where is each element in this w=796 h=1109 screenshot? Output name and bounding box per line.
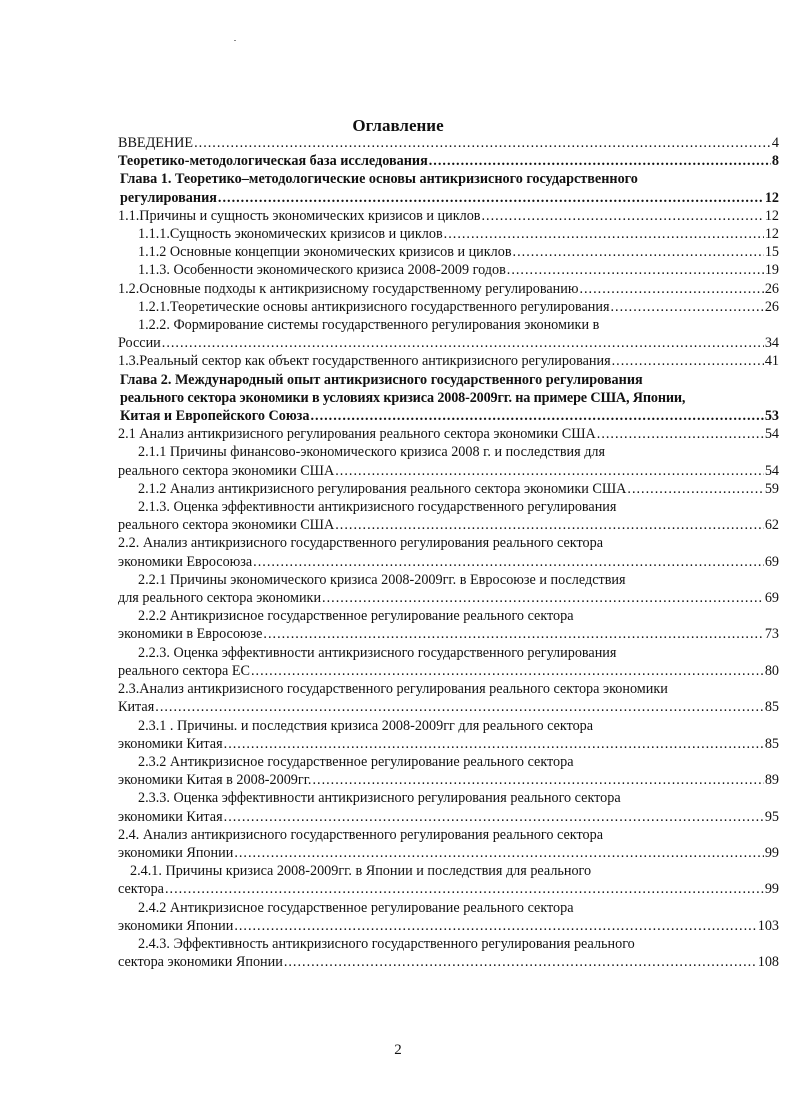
toc-entry-text: экономики Евросоюза xyxy=(118,553,253,570)
toc-entry-methodology[interactable] xyxy=(118,152,779,170)
toc-leader-dots xyxy=(218,189,764,207)
toc-page-number: 69 xyxy=(764,553,779,570)
toc-entry-text: реального сектора ЕС xyxy=(118,662,250,679)
toc-page-number: 80 xyxy=(764,662,779,679)
toc-leader-dots xyxy=(579,280,763,298)
toc-entry-1-2-2-line1[interactable]: 1.2.2. Формирование системы государственного регулирования экономики в xyxy=(138,317,600,334)
toc-page-number: 12 xyxy=(764,189,779,206)
toc-entry-text: 1.1.1.Сущность экономических кризисов и циклов xyxy=(138,226,443,243)
toc-entry-text: ВВЕДЕНИЕ xyxy=(118,135,194,151)
toc-entry-1-1-3[interactable] xyxy=(118,261,779,279)
toc-leader-dots xyxy=(610,298,763,316)
toc-entry-text: 2.1.2 Анализ антикризисного регулирования реального сектора экономики США xyxy=(138,480,627,497)
toc-leader-dots xyxy=(482,207,764,225)
toc-page-number: 59 xyxy=(764,480,779,497)
toc-entry-2-3-3[interactable] xyxy=(118,808,779,826)
toc-entry-text: реального сектора экономики США xyxy=(118,462,335,479)
toc-page-number: 85 xyxy=(764,735,779,752)
toc-entry-2-3-2[interactable] xyxy=(118,771,779,789)
table-of-contents xyxy=(118,134,779,971)
toc-entry-chapter2-line2[interactable]: реального сектора экономики в условиях кризиса 2008-2009гг. на примере США, Японии, xyxy=(120,389,686,406)
toc-page-number: 108 xyxy=(757,954,779,971)
toc-page-number: 34 xyxy=(764,335,779,352)
toc-page-number: 54 xyxy=(764,462,779,479)
toc-page-number: 95 xyxy=(764,808,779,825)
toc-entry-2-2-2[interactable] xyxy=(118,625,779,643)
toc-entry-2-2-1-line1[interactable]: 2.2.1 Причины экономического кризиса 2008-2009гг. в Евросоюзе и последствия xyxy=(138,571,626,588)
toc-entry-chapter1[interactable] xyxy=(118,189,779,207)
toc-entry-2-4-3-line1[interactable]: 2.4.3. Эффективность антикризисного государственного регулирования реального xyxy=(138,935,635,952)
toc-entry-text: 1.2.1.Теоретические основы антикризисного государственного регулирования xyxy=(138,298,610,315)
toc-entry-2-3-1-line1[interactable]: 2.3.1 . Причины. и последствия кризиса 2008-2009гг для реального сектора xyxy=(138,717,594,734)
toc-page-number: 85 xyxy=(764,699,779,716)
toc-leader-dots xyxy=(312,771,763,789)
toc-entry-2-1[interactable] xyxy=(118,425,779,443)
toc-leader-dots xyxy=(310,407,763,425)
toc-entry-1-3[interactable] xyxy=(118,352,779,370)
toc-entry-1-1-2[interactable] xyxy=(118,243,779,261)
toc-leader-dots xyxy=(234,844,764,862)
toc-page-number: 41 xyxy=(764,353,779,370)
toc-entry-text: 1.1.2 Основные концепции экономических кризисов и циклов xyxy=(138,244,512,261)
toc-entry-text: экономики в Евросоюзе xyxy=(118,626,263,643)
toc-entry-text: экономики Китая в 2008-2009гг. xyxy=(118,772,312,789)
toc-page-number: 73 xyxy=(764,626,779,643)
toc-entry-2-4-line1[interactable]: 2.4. Анализ антикризисного государственного регулирования реального сектора xyxy=(118,826,603,843)
toc-entry-2-1-3-line1[interactable]: 2.1.3. Оценка эффективности антикризисного государственного регулирования xyxy=(138,499,617,516)
toc-entry-2-3-1[interactable] xyxy=(118,735,779,753)
toc-leader-dots xyxy=(597,425,764,443)
toc-entry-2-4-3[interactable] xyxy=(118,953,779,971)
toc-entry-1-2[interactable] xyxy=(118,280,779,298)
toc-leader-dots xyxy=(429,152,771,170)
toc-entry-text: 2.1 Анализ антикризисного регулирования реального сектора экономики США xyxy=(118,426,596,443)
toc-leader-dots xyxy=(444,225,764,243)
toc-leader-dots xyxy=(155,698,764,716)
toc-leader-dots xyxy=(251,662,764,680)
toc-page-number: 69 xyxy=(764,590,779,607)
toc-entry-text: Китая и Европейского Союза xyxy=(120,408,310,425)
toc-page-number: 99 xyxy=(764,881,779,898)
toc-page-number: 99 xyxy=(764,844,779,861)
toc-entry-chapter1-line1[interactable]: Глава 1. Теоретико–методологические основы антикризисного государственного xyxy=(120,171,638,188)
toc-entry-text: 1.2.Основные подходы к антикризисному государственному регулированию xyxy=(118,280,579,297)
scan-speck xyxy=(234,40,236,41)
toc-leader-dots xyxy=(507,261,764,279)
toc-leader-dots xyxy=(165,880,764,898)
toc-leader-dots xyxy=(627,480,763,498)
toc-page-number: 4 xyxy=(771,135,779,151)
toc-entry-2-4-1[interactable] xyxy=(118,880,779,898)
toc-entry-2-3-3-line1[interactable]: 2.3.3. Оценка эффективности антикризисного регулирования реального сектора xyxy=(138,790,621,807)
toc-entry-2-2[interactable] xyxy=(118,553,779,571)
toc-entry-text: реального сектора экономики США xyxy=(118,517,335,534)
toc-entry-text: сектора xyxy=(118,881,164,898)
toc-leader-dots xyxy=(263,625,763,643)
toc-entry-text: Китая xyxy=(118,699,155,716)
toc-page-number: 53 xyxy=(764,408,779,425)
toc-entry-text: 1.1.Причины и сущность экономических кризисов и циклов xyxy=(118,207,481,224)
toc-entry-text: 1.3.Реальный сектор как объект государственного антикризисного регулирования xyxy=(118,353,611,370)
toc-entry-text: экономики Китая xyxy=(118,808,223,825)
toc-leader-dots xyxy=(162,334,764,352)
toc-entry-2-3-2-line1[interactable]: 2.3.2 Антикризисное государственное регулирование реального сектора xyxy=(138,753,574,770)
toc-entry-2-4-2[interactable] xyxy=(118,917,779,935)
page-title: Оглавление xyxy=(352,116,444,135)
page-number: 2 xyxy=(394,1042,402,1058)
toc-entry-text: экономики Японии xyxy=(118,917,234,934)
toc-entry-2-2-line1[interactable]: 2.2. Анализ антикризисного государственного регулирования реального сектора xyxy=(118,535,603,552)
toc-entry-text: регулирования xyxy=(120,189,217,206)
toc-leader-dots xyxy=(224,808,764,826)
toc-entry-2-2-3[interactable] xyxy=(118,662,779,680)
toc-page-number: 26 xyxy=(764,280,779,297)
toc-entry-1-1[interactable] xyxy=(118,207,779,225)
toc-page-number: 89 xyxy=(764,772,779,789)
toc-page-number: 54 xyxy=(764,426,779,443)
toc-entry-2-4-1-line1[interactable]: 2.4.1. Причины кризиса 2008-2009гг. в Японии и последствия для реального xyxy=(130,863,592,880)
toc-entry-introduction[interactable] xyxy=(118,134,779,152)
toc-entry-2-3-line1[interactable]: 2.3.Анализ антикризисного государственного регулирования реального сектора экономики xyxy=(118,681,668,698)
toc-entry-chapter2-line1[interactable]: Глава 2. Международный опыт антикризисного государственного регулирования xyxy=(120,371,643,388)
toc-leader-dots xyxy=(284,953,757,971)
toc-page-number: 62 xyxy=(764,517,779,534)
toc-entry-text: Теоретико-методологическая база исследования xyxy=(118,153,428,170)
toc-entry-2-2-1[interactable] xyxy=(118,589,779,607)
toc-entry-2-2-3-line1[interactable]: 2.2.3. Оценка эффективности антикризисного государственного регулирования xyxy=(138,644,617,661)
toc-leader-dots xyxy=(234,917,756,935)
toc-leader-dots xyxy=(335,462,764,480)
toc-leader-dots xyxy=(335,516,764,534)
toc-entry-2-1-1[interactable] xyxy=(118,462,779,480)
toc-page-number: 103 xyxy=(757,917,779,934)
toc-entry-2-4[interactable] xyxy=(118,844,779,862)
toc-page-number: 12 xyxy=(764,207,779,224)
toc-entry-text: экономики Японии xyxy=(118,844,234,861)
toc-entry-2-3[interactable] xyxy=(118,698,779,716)
toc-leader-dots xyxy=(194,134,771,152)
toc-entry-chapter2[interactable] xyxy=(118,407,779,425)
toc-page-number: 15 xyxy=(764,244,779,261)
toc-leader-dots xyxy=(612,352,764,370)
toc-leader-dots xyxy=(224,735,764,753)
toc-entry-2-1-1-line1[interactable]: 2.1.1 Причины финансово-экономического кризиса 2008 г. и последствия для xyxy=(138,444,606,461)
toc-entry-2-2-2-line1[interactable]: 2.2.2 Антикризисное государственное регулирование реального сектора xyxy=(138,608,574,625)
toc-page-number: 12 xyxy=(764,226,779,243)
toc-leader-dots xyxy=(253,553,764,571)
toc-entry-2-4-2-line1[interactable]: 2.4.2 Антикризисное государственное регулирование реального сектора xyxy=(138,899,574,916)
toc-entry-text: экономики Китая xyxy=(118,735,223,752)
toc-entry-2-1-2[interactable] xyxy=(118,480,779,498)
toc-entry-text: 1.1.3. Особенности экономического кризиса 2008-2009 годов xyxy=(138,262,506,279)
toc-page-number: 26 xyxy=(764,298,779,315)
toc-page-number: 19 xyxy=(764,262,779,279)
toc-page-number: 8 xyxy=(771,153,779,170)
toc-entry-text: России xyxy=(118,335,161,352)
toc-entry-1-1-1[interactable] xyxy=(118,225,779,243)
toc-entry-2-1-3[interactable] xyxy=(118,516,779,534)
toc-entry-1-2-2[interactable] xyxy=(118,334,779,352)
toc-entry-text: для реального сектора экономики xyxy=(118,590,322,607)
toc-entry-text: сектора экономики Японии xyxy=(118,954,283,971)
toc-leader-dots xyxy=(513,243,764,261)
toc-leader-dots xyxy=(322,589,764,607)
toc-entry-1-2-1[interactable] xyxy=(118,298,779,316)
